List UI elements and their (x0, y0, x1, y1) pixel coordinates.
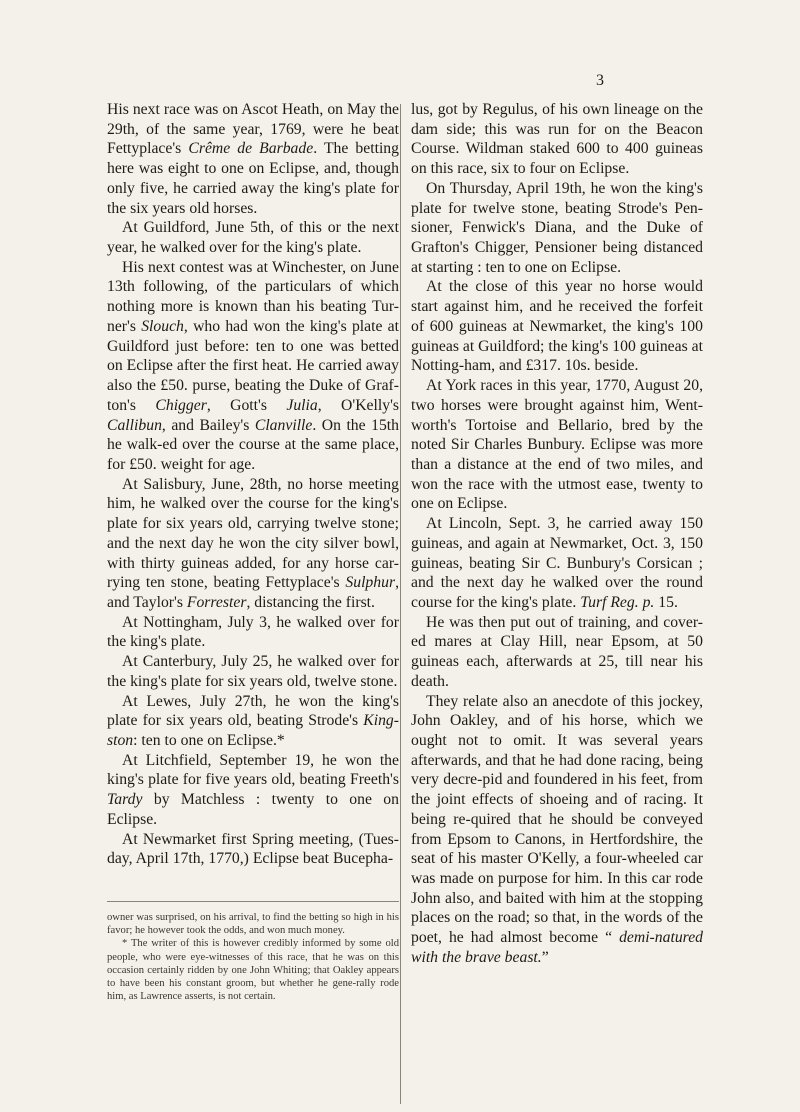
text: : ten to one on Eclipse.* (133, 732, 285, 749)
paragraph: On Thursday, April 19th, he won the king's plate for twelve stone, beating Strode's Pen-sioner, Fenwick's Diana, and the Duke of Grafton's Chigger, Pensioner being distanced at starting : ten to one on Eclipse. (411, 179, 703, 276)
horse-name: Sulphur (345, 574, 396, 592)
paragraph: At the close of this year no horse would start against him, and he received the forfeit of 600 guineas at Newmarket, the king's 100 guineas at Guildford; the king's 100 guineas at Notting-ham, and £317. 10s. beside. (411, 278, 703, 375)
right-column (411, 100, 703, 968)
paragraph: At Canterbury, July 25, he walked over for the king's plate for six years old, twelve stone. (107, 653, 399, 690)
text: , distancing the first. (246, 593, 375, 611)
text: At Lincoln, Sept. 3, he carried away 150 guineas, and again at Newmarket, Oct. 3, 150 guineas, beating Sir C. Bunbury's Corsican ; and the next day he walked over the round course for the king's plate. (411, 515, 703, 611)
paragraph: At Nottingham, July 3, he walked over for the king's plate. (107, 613, 399, 651)
paragraph: At Newmarket first Spring meeting, (Tues-day, April 17th, 1770,) Eclipse beat Bucepha- (107, 830, 399, 868)
paragraph: He was then put out of training, and cover-ed mares at Clay Hill, near Epsom, at 50 guineas each, afterwards at 25, till near his death. (411, 613, 703, 690)
citation: Turf Reg. p. (580, 593, 655, 611)
left-column (107, 100, 399, 869)
horse-name: Crême de Barbade (188, 140, 314, 158)
footnotes (107, 911, 399, 1003)
text: His next contest was at Winchester, on June 13th following, of the particulars of which nothing more is known than his beating Tur-ner's (107, 258, 399, 335)
text: His next race was on Ascot Heath, on May the 29th, of the same year, 1769, were he beat Fettyplace's (107, 101, 399, 158)
paragraph (411, 692, 703, 968)
text: At Lewes, July 27th, he won the king's plate for six years old, beating Strode's (107, 692, 399, 730)
text: , and Taylor's (107, 574, 399, 611)
text: They relate also an anecdote of this jockey, John Oakley, and of his horse, which we ought not to omit. It was several years afterwards, and that he had done racing, being very decre-pid and foundered in his feet, from the joint effects of shoeing and of racing. It being re-quired that he should be conveyed from Epsom to Canons, in Hertfordshire, the seat of his master O'Kelly, a four-wheeled car was made on purpose for him. In this car rode John also, and baited with him at the stopping places on the road; so that, in the words of the poet, he had almost become “ (411, 692, 703, 947)
footnote-continuation: owner was surprised, on his arrival, to find the betting so high in his favor; he however took the odds, and won much money. (107, 912, 399, 937)
horse-name: King-ston (107, 712, 399, 749)
text: , who had won the king's plate at Guildford just before: ten to one was betted on Eclipse after the first heat. He carried away also the £50. purse, beating the Duke of Graf-ton's (107, 317, 399, 414)
paragraph (107, 258, 399, 475)
text: , O'Kelly's (317, 396, 399, 414)
footnote-rule (107, 901, 399, 902)
horse-name: Clanville (254, 416, 313, 434)
horse-name: Forrester (186, 593, 247, 611)
text: . On the 15th he walk-ed over the course at the same place, for £50. weight for age. (107, 416, 399, 473)
paragraph (107, 100, 399, 218)
quotation: demi-natured with the brave beast. (411, 929, 703, 966)
paragraph (107, 475, 399, 613)
paragraph (411, 514, 703, 613)
horse-name: Julia (286, 396, 318, 414)
horse-name: Callibun (107, 416, 162, 434)
paragraph: lus, got by Regulus, of his own lineage on the dam side; this was run for on the Beacon Course. Wildman staked 600 to 400 guineas on this race, six to four on Eclipse. (411, 101, 703, 178)
paragraph: At York races in this year, 1770, August 20, two horses were brought against him, Went-worth's Tortoise and Bellario, bred by the noted Sir Charles Bunbury. Eclipse was more than a distance at the end of two miles, and won the race with the utmost ease, twenty to one on Eclipse. (411, 377, 703, 513)
horse-name: Slouch (141, 317, 184, 335)
paragraph (107, 751, 399, 830)
text: ” (541, 948, 549, 966)
text: . The betting here was eight to one on Eclipse, and, though only five, he carried away the king's plate for the six years old horses. (107, 140, 399, 217)
paragraph: At Guildford, June 5th, of this or the next year, he walked over for the king's plate. (107, 219, 399, 257)
footnote: * The writer of this is however credibly informed by some old people, who were eye-witnesses of this race, that he was on this occasion certainly ridden by one John Whiting; that Oakley appears to have been his constant groom, but whether he gene-rally rode him, as Lawrence asserts, is not certain. (107, 938, 399, 1003)
page-number: 3 (596, 72, 604, 89)
horse-name: Chigger (155, 396, 207, 414)
text: At Litchfield, September 19, he won the king's plate for five years old, beating Freeth's (107, 751, 399, 789)
text: , Gott's (206, 396, 287, 414)
paragraph (107, 692, 399, 751)
column-divider (400, 104, 401, 1104)
text: , and Bailey's (161, 416, 255, 434)
text: by Matchless : twenty to one on Eclipse. (107, 791, 399, 828)
text: 15. (654, 593, 678, 611)
horse-name: Tardy (107, 791, 143, 809)
text: At Salisbury, June, 28th, no horse meeting him, he walked over the course for the king's plate for six years old, carrying twelve stone; and the next day he won the city silver bowl, with thirty guineas added, for any horse car-rying ten stone, beating Fettyplace's (107, 475, 399, 592)
